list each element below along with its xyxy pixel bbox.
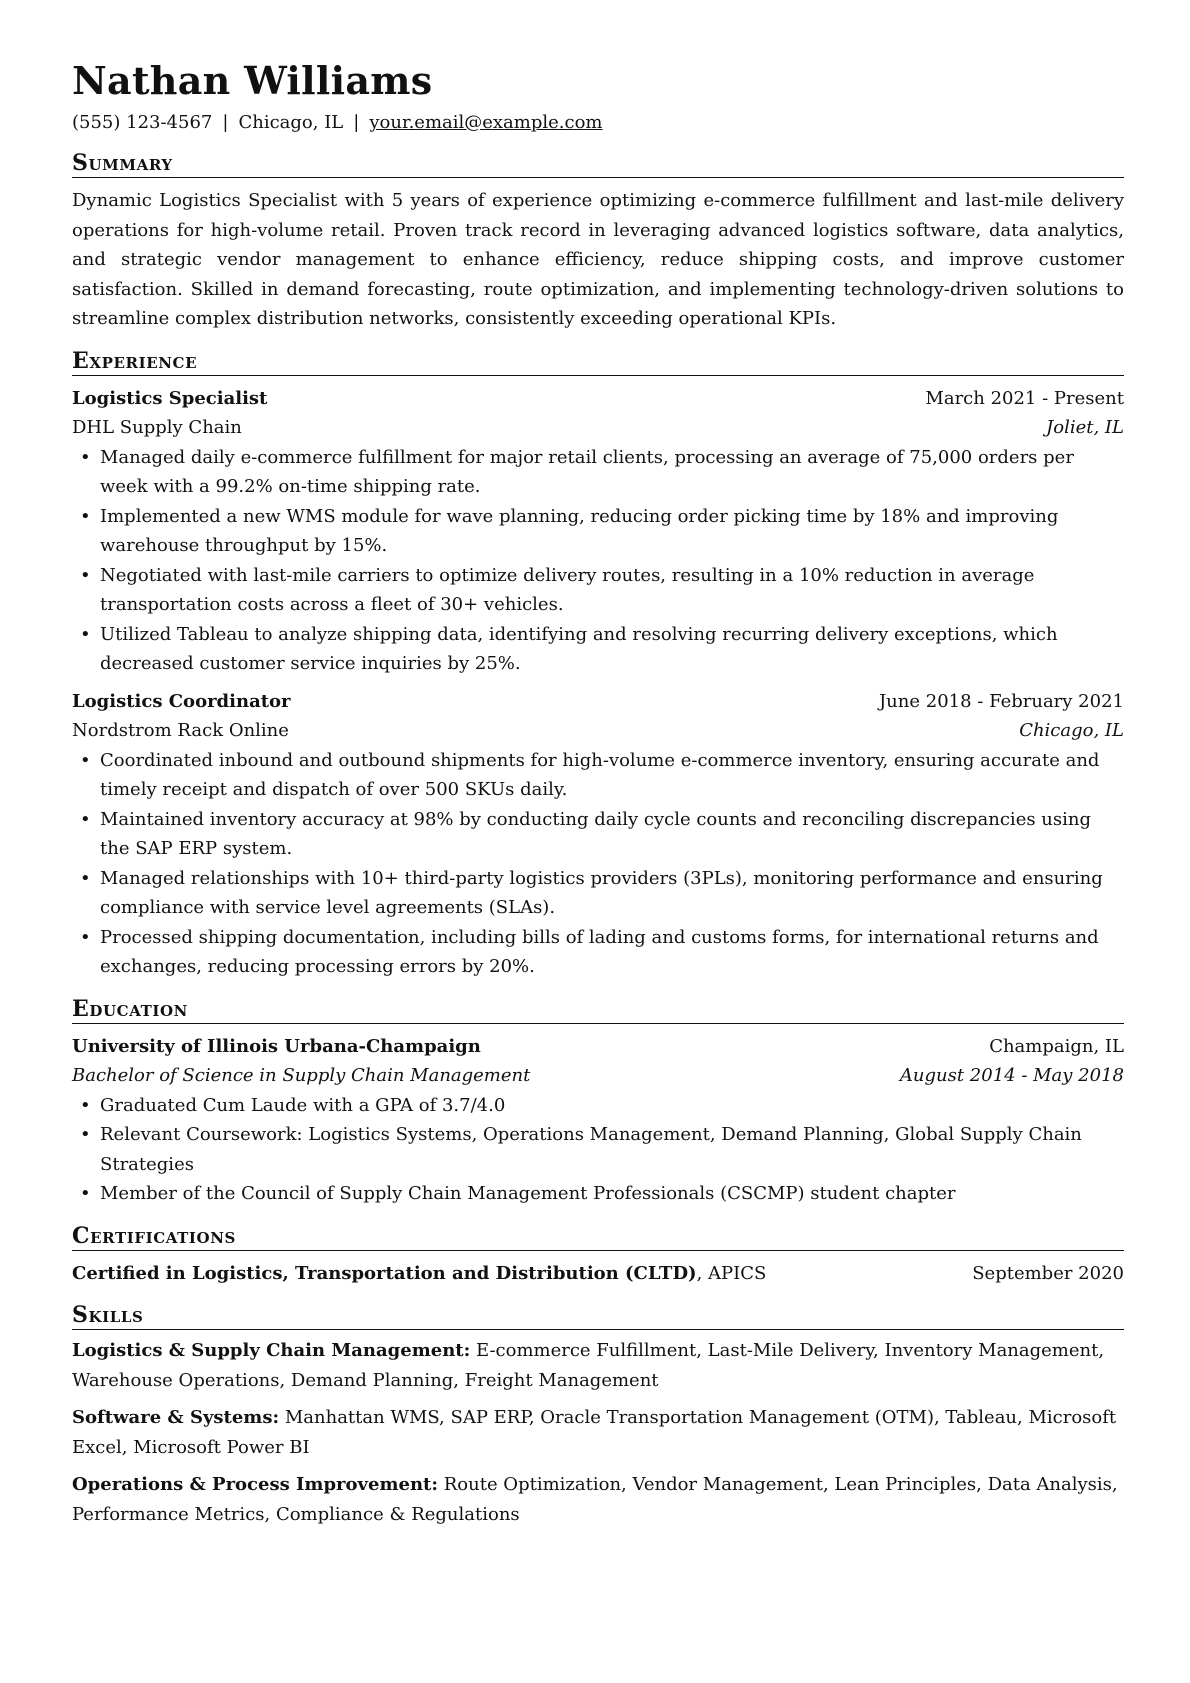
certification-issuer: , APICS [696, 1262, 767, 1284]
summary-text: Dynamic Logistics Specialist with 5 years of experience optimizing e-commerce fulfillment and last-mile delivery operations for high-volume retail. Proven track record in leveraging advanced logistics software, data analytics, and strategic vendor management to enhance efficiency, reduce shipping costs, and improve customer satisfaction. Skilled in demand forecasting, route optimization, and implementing technology-driven solutions to streamline complex distribution networks, consistently exceeding operational KPIs. [72, 190, 1124, 329]
skill-group [72, 1470, 1124, 1529]
job-company: Nordstrom Rack Online [72, 720, 289, 741]
job-dates: March 2021 - Present [925, 387, 1124, 409]
certifications-heading: Certifications [72, 1223, 1124, 1251]
job-bullet: • Coordinated inbound and outbound shipments for high-volume e-commerce inventory, ensuring accurate and timely receipt and dispatch of over 500 SKUs daily. [72, 746, 1124, 805]
candidate-name: Nathan Williams [72, 58, 433, 103]
contact-line [72, 110, 1124, 136]
school-location: Champaign, IL [989, 1035, 1124, 1057]
contact-separator: | [222, 112, 229, 133]
location: Chicago, IL [238, 112, 344, 133]
job-entry [72, 384, 1124, 679]
job-bullets [72, 746, 1124, 982]
certification-entry [72, 1259, 766, 1289]
certifications-section [72, 1223, 1124, 1289]
job-title-row [72, 687, 1124, 717]
education-bullet: • Graduated Cum Laude with a GPA of 3.7/4.0 [72, 1091, 1124, 1121]
experience-section [72, 348, 1124, 982]
phone-number: (555) 123-4567 [72, 112, 213, 133]
contact-separator: | [353, 112, 360, 133]
email-link[interactable]: your.email@example.com [369, 112, 603, 133]
job-bullets [72, 443, 1124, 679]
job-location: Chicago, IL [1019, 720, 1124, 741]
skill-group-text: Manhattan WMS, SAP ERP, Oracle Transportation Management (OTM), Tableau, Microsoft Excel, Microsoft Power BI [72, 1407, 1117, 1458]
skills-section [72, 1302, 1124, 1529]
skill-group-label: Software & Systems: [72, 1407, 280, 1428]
certification-name: Certified in Logistics, Transportation and Distribution (CLTD) [72, 1262, 697, 1284]
skill-group-label: Operations & Process Improvement: [72, 1474, 438, 1495]
job-company-row [72, 716, 1124, 746]
education-dates: August 2014 - May 2018 [899, 1065, 1124, 1086]
skill-group-label: Logistics & Supply Chain Management: [72, 1340, 471, 1361]
experience-heading: Experience [72, 348, 1124, 376]
resume-page [72, 58, 1124, 1529]
education-section [72, 996, 1124, 1209]
job-bullet: • Managed daily e-commerce fulfillment for major retail clients, processing an average of 75,000 orders per week with a 99.2% on-time shipping rate. [72, 443, 1124, 502]
certification-row [72, 1259, 1124, 1289]
skill-group [72, 1336, 1124, 1395]
education-bullet: • Member of the Council of Supply Chain Management Professionals (CSCMP) student chapter [72, 1179, 1124, 1209]
education-entry [72, 1032, 1124, 1209]
skill-group-text: Route Optimization, Vendor Management, Lean Principles, Data Analysis, Performance Metrics, Compliance & Regulations [72, 1474, 1118, 1525]
job-company: DHL Supply Chain [72, 417, 242, 438]
job-bullet: • Processed shipping documentation, including bills of lading and customs forms, for international returns and exchanges, reducing processing errors by 20%. [72, 923, 1124, 982]
education-bullets [72, 1091, 1124, 1209]
school-name: University of Illinois Urbana-Champaign [72, 1035, 481, 1057]
job-bullet: • Negotiated with last-mile carriers to optimize delivery routes, resulting in a 10% reduction in average transportation costs across a fleet of 30+ vehicles. [72, 561, 1124, 620]
certification-date: September 2020 [972, 1262, 1124, 1284]
skills-heading: Skills [72, 1302, 1124, 1330]
summary-heading: Summary [72, 150, 1124, 178]
education-bullet: • Relevant Coursework: Logistics Systems, Operations Management, Demand Planning, Global Supply Chain Strategies [72, 1120, 1124, 1179]
job-location: Joliet, IL [1046, 417, 1124, 438]
job-bullet: • Utilized Tableau to analyze shipping data, identifying and resolving recurring delivery exceptions, which decreased customer service inquiries by 25%. [72, 620, 1124, 679]
job-bullet: • Maintained inventory accuracy at 98% by conducting daily cycle counts and reconciling discrepancies using the SAP ERP system. [72, 805, 1124, 864]
degree-name: Bachelor of Science in Supply Chain Management [72, 1065, 531, 1086]
job-company-row [72, 413, 1124, 443]
job-dates: June 2018 - February 2021 [878, 690, 1124, 712]
job-entry [72, 687, 1124, 982]
job-bullet: • Managed relationships with 10+ third-party logistics providers (3PLs), monitoring performance and ensuring compliance with service level agreements (SLAs). [72, 864, 1124, 923]
skill-group-text: E-commerce Fulfillment, Last-Mile Delivery, Inventory Management, Warehouse Operations, Demand Planning, Freight Management [72, 1340, 1105, 1391]
job-role: Logistics Specialist [72, 387, 268, 409]
degree-row [72, 1061, 1124, 1091]
school-row [72, 1032, 1124, 1062]
job-bullet: • Implemented a new WMS module for wave planning, reducing order picking time by 18% and improving warehouse throughput by 15%. [72, 502, 1124, 561]
job-title-row [72, 384, 1124, 414]
education-heading: Education [72, 996, 1124, 1024]
summary-section [72, 150, 1124, 334]
skill-group [72, 1403, 1124, 1462]
job-role: Logistics Coordinator [72, 690, 291, 712]
